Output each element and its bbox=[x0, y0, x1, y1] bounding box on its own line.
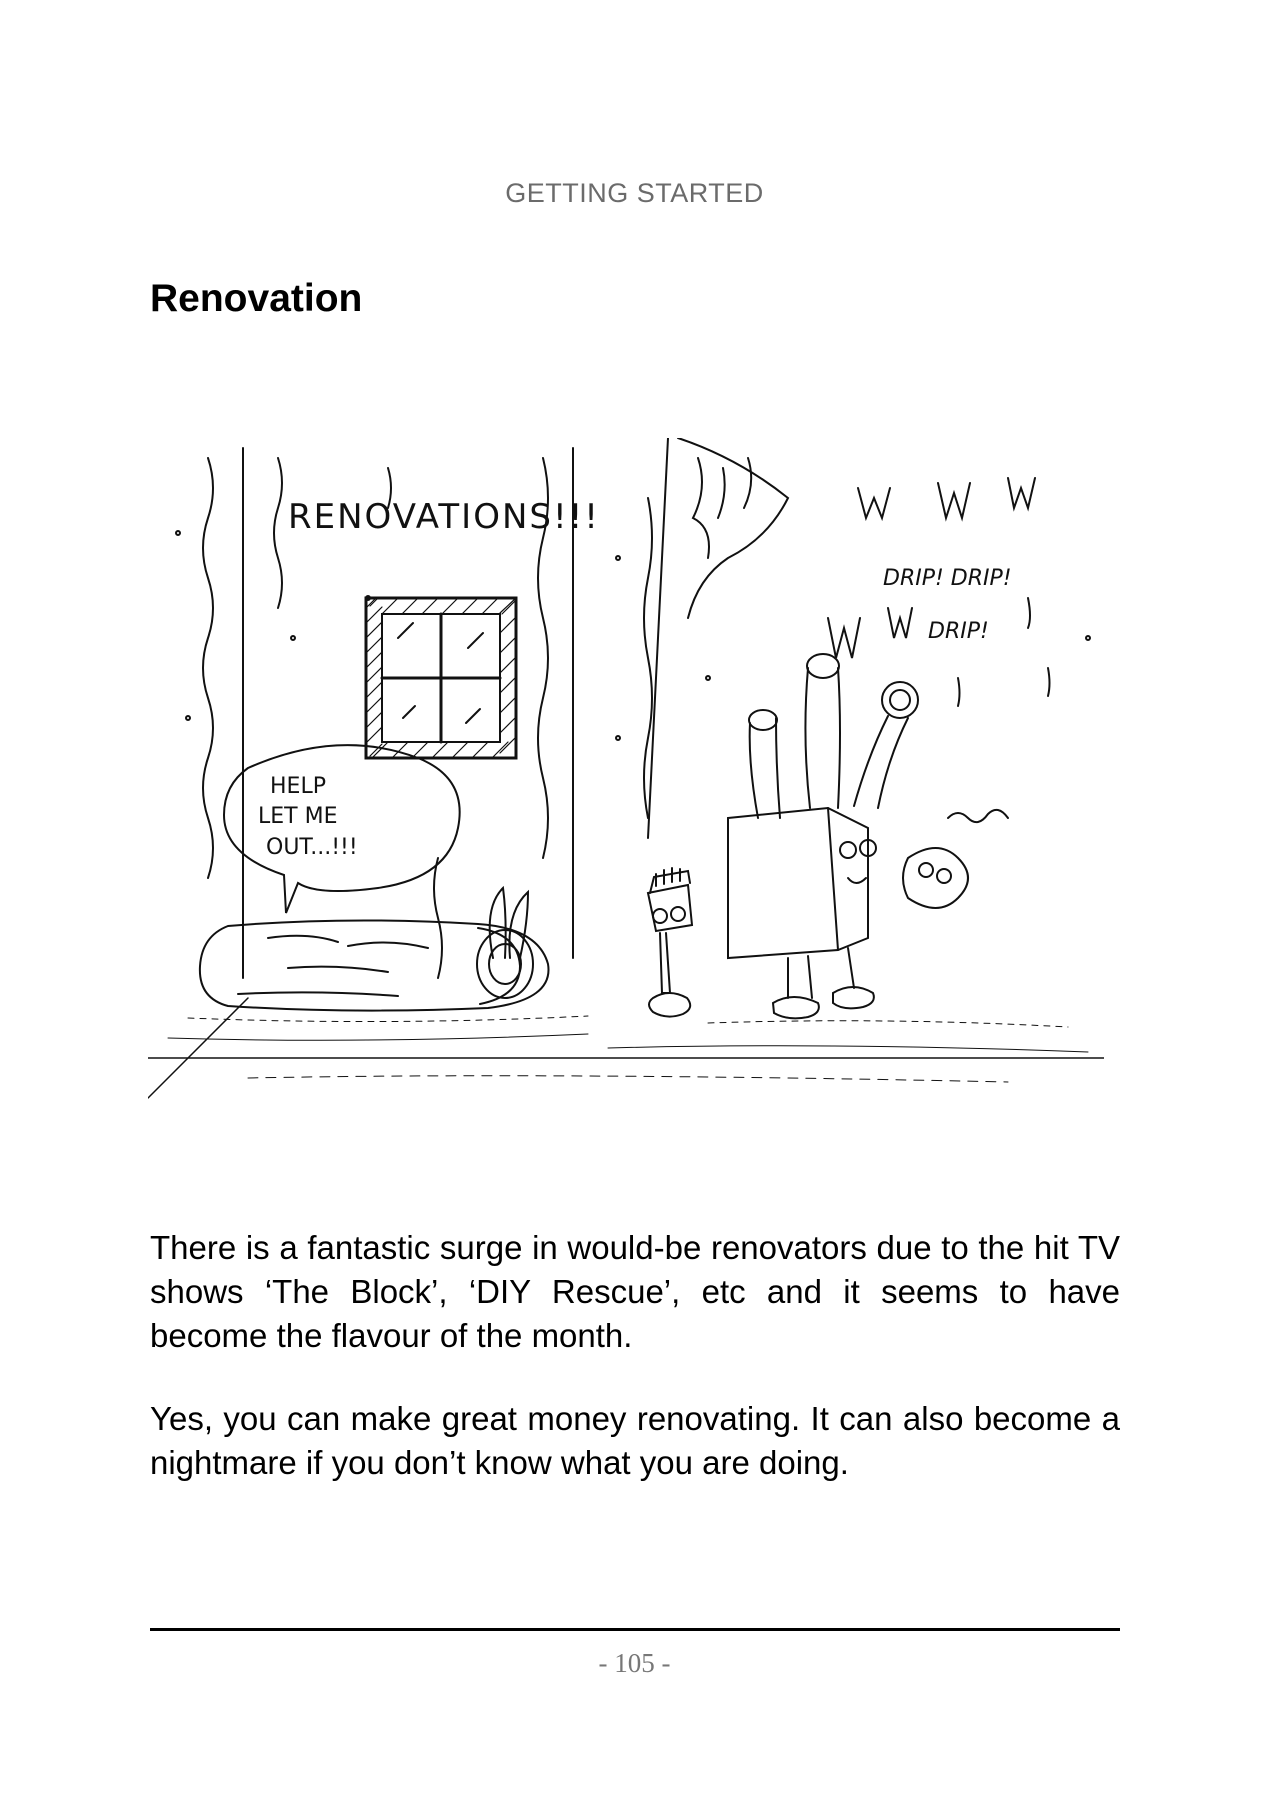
page-number: - 105 - bbox=[598, 1648, 671, 1678]
illustration-drip-line-2: DRIP! bbox=[928, 619, 989, 644]
body-paragraph-2: Yes, you can make great money renovating. It can also become a nightmare if you don’t know what you are doing. bbox=[150, 1400, 1120, 1481]
renovation-cartoon-illustration bbox=[148, 438, 1104, 1110]
illustration-drip-line-1: DRIP! DRIP! bbox=[883, 566, 1012, 591]
footer-rule bbox=[150, 1628, 1120, 1631]
speech-bubble-line-2: LET ME bbox=[258, 804, 338, 829]
section-title: Renovation bbox=[150, 277, 363, 320]
body-paragraph-1: There is a fantastic surge in would-be renovators due to the hit TV shows ‘The Block’, ‘DIY Rescue’, etc and it seems to have become the flavour of the month. bbox=[150, 1229, 1120, 1354]
speech-bubble-line-3: OUT...!!! bbox=[266, 835, 358, 860]
running-head: GETTING STARTED bbox=[505, 178, 764, 208]
speech-bubble-line-1: HELP bbox=[270, 774, 326, 799]
illustration-sign-text: RENOVATIONS!!! bbox=[288, 497, 600, 537]
